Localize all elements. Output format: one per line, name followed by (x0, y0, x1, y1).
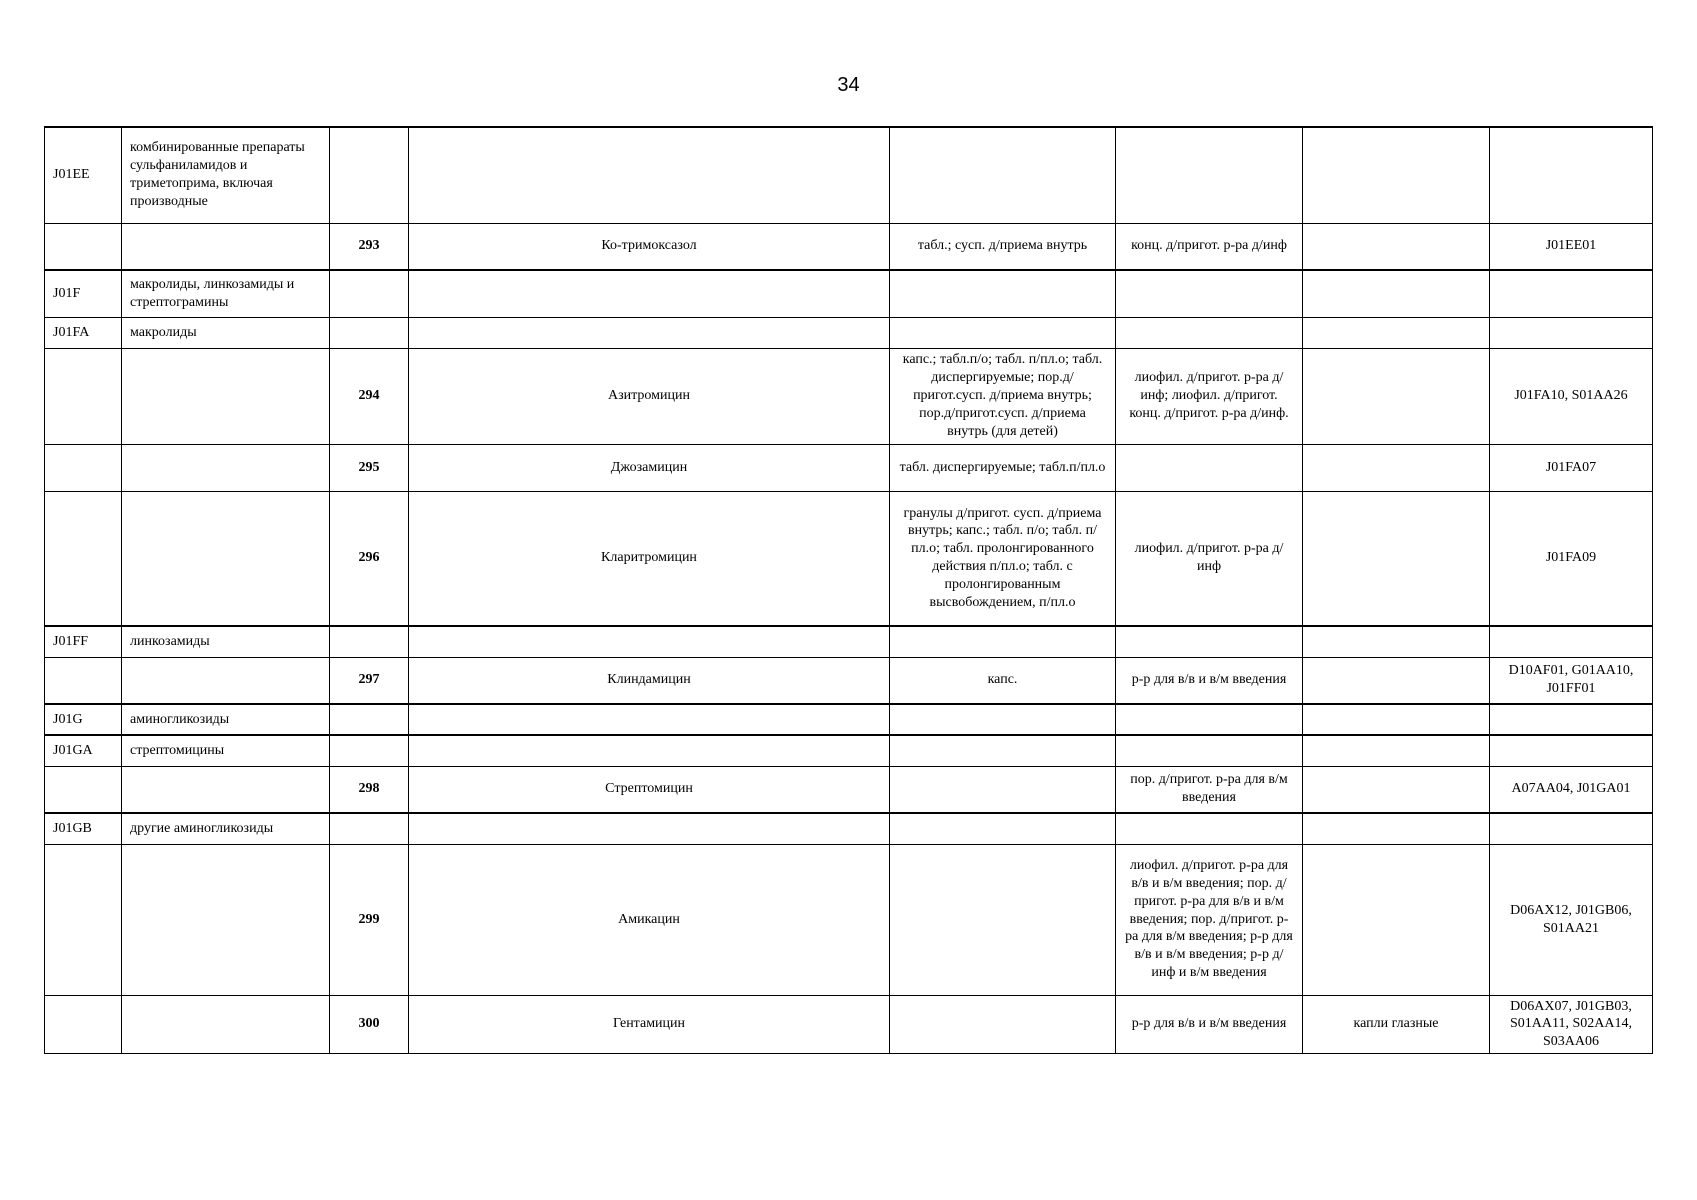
table-row (45, 766, 1653, 813)
dosage-forms-oral (890, 844, 1116, 995)
atc-group-description (122, 995, 330, 1054)
atc-codes (1490, 270, 1653, 317)
drug-number: 300 (330, 995, 409, 1054)
drug-name: Амикацин (409, 844, 890, 995)
drug-number (330, 813, 409, 844)
atc-codes: D06AX07, J01GB03, S01AA11, S02AA14, S03AA06 (1490, 995, 1653, 1054)
table-row (45, 657, 1653, 704)
drug-name (409, 704, 890, 735)
atc-group-description (122, 348, 330, 444)
atc-group-description: другие аминогликозиды (122, 813, 330, 844)
table-row (45, 626, 1653, 657)
atc-codes: J01FA09 (1490, 491, 1653, 626)
dosage-forms-injection (1116, 317, 1303, 348)
dosage-forms-oral (890, 995, 1116, 1054)
dosage-forms-injection (1116, 704, 1303, 735)
atc-codes: J01FA07 (1490, 444, 1653, 491)
dosage-forms-injection: р-р для в/в и в/м введения (1116, 995, 1303, 1054)
dosage-forms-other (1303, 127, 1490, 223)
drug-number: 296 (330, 491, 409, 626)
atc-group-description (122, 223, 330, 270)
dosage-forms-injection: пор. д/пригот. р-ра для в/м введения (1116, 766, 1303, 813)
table-row (45, 735, 1653, 766)
dosage-forms-other (1303, 270, 1490, 317)
drug-name: Азитромицин (409, 348, 890, 444)
dosage-forms-other (1303, 657, 1490, 704)
drug-number: 299 (330, 844, 409, 995)
drug-name (409, 735, 890, 766)
dosage-forms-injection: лиофил. д/пригот. р-ра д/инф; лиофил. д/пригот. конц. д/пригот. р-ра д/инф. (1116, 348, 1303, 444)
dosage-forms-oral (890, 704, 1116, 735)
atc-codes: J01FA10, S01AA26 (1490, 348, 1653, 444)
drug-number (330, 735, 409, 766)
dosage-forms-other (1303, 491, 1490, 626)
atc-codes (1490, 317, 1653, 348)
atc-group-description (122, 444, 330, 491)
dosage-forms-other (1303, 766, 1490, 813)
atc-group-code: J01G (45, 704, 122, 735)
atc-group-description: макролиды, линкозамиды и стрептограмины (122, 270, 330, 317)
drug-name (409, 270, 890, 317)
drug-name (409, 813, 890, 844)
atc-group-code: J01FA (45, 317, 122, 348)
table-row (45, 127, 1653, 223)
atc-group-description: макролиды (122, 317, 330, 348)
drug-name (409, 127, 890, 223)
dosage-forms-other (1303, 844, 1490, 995)
drug-number: 293 (330, 223, 409, 270)
atc-codes (1490, 626, 1653, 657)
drug-name: Клиндамицин (409, 657, 890, 704)
drug-name: Джозамицин (409, 444, 890, 491)
atc-group-code: J01FF (45, 626, 122, 657)
dosage-forms-oral (890, 317, 1116, 348)
dosage-forms-injection: р-р для в/в и в/м введения (1116, 657, 1303, 704)
atc-group-code: J01EE (45, 127, 122, 223)
table-row (45, 491, 1653, 626)
drug-table (44, 126, 1653, 1054)
atc-group-description (122, 491, 330, 626)
drug-number: 297 (330, 657, 409, 704)
atc-group-description: линкозамиды (122, 626, 330, 657)
dosage-forms-injection: лиофил. д/пригот. р-ра д/инф (1116, 491, 1303, 626)
dosage-forms-oral: табл. диспергируемые; табл.п/пл.о (890, 444, 1116, 491)
table-row (45, 995, 1653, 1054)
drug-name: Гентамицин (409, 995, 890, 1054)
atc-group-description (122, 844, 330, 995)
table-row (45, 813, 1653, 844)
dosage-forms-oral (890, 127, 1116, 223)
dosage-forms-injection (1116, 626, 1303, 657)
dosage-forms-injection (1116, 270, 1303, 317)
dosage-forms-other (1303, 813, 1490, 844)
dosage-forms-oral: табл.; сусп. д/приема внутрь (890, 223, 1116, 270)
atc-group-description: стрептомицины (122, 735, 330, 766)
dosage-forms-injection (1116, 127, 1303, 223)
dosage-forms-other: капли глазные (1303, 995, 1490, 1054)
page-number: 34 (837, 74, 860, 96)
atc-group-code (45, 657, 122, 704)
atc-codes (1490, 735, 1653, 766)
dosage-forms-injection (1116, 444, 1303, 491)
atc-group-code (45, 844, 122, 995)
atc-codes: D10AF01, G01AA10, J01FF01 (1490, 657, 1653, 704)
drug-number: 295 (330, 444, 409, 491)
atc-group-code (45, 766, 122, 813)
drug-name: Кларитромицин (409, 491, 890, 626)
atc-group-code (45, 223, 122, 270)
atc-group-code (45, 995, 122, 1054)
atc-group-code: J01F (45, 270, 122, 317)
atc-group-code (45, 491, 122, 626)
table-row (45, 444, 1653, 491)
atc-group-code (45, 348, 122, 444)
atc-group-code: J01GA (45, 735, 122, 766)
dosage-forms-injection: лиофил. д/пригот. р-ра для в/в и в/м введения; пор. д/пригот. р-ра для в/в и в/м введения; пор. д/пригот. р-ра для в/м введения; р-р для в/в и в/м введения; р-р д/инф и в/м введения (1116, 844, 1303, 995)
drug-name: Ко-тримоксазол (409, 223, 890, 270)
drug-number (330, 704, 409, 735)
drug-number (330, 127, 409, 223)
dosage-forms-oral: капс.; табл.п/о; табл. п/пл.о; табл. диспергируемые; пор.д/пригот.сусп. д/приема внутрь; пор.д/пригот.сусп. д/приема внутрь (для детей) (890, 348, 1116, 444)
dosage-forms-oral (890, 626, 1116, 657)
atc-codes (1490, 704, 1653, 735)
atc-codes: A07AA04, J01GA01 (1490, 766, 1653, 813)
dosage-forms-other (1303, 444, 1490, 491)
dosage-forms-oral: гранулы д/пригот. сусп. д/приема внутрь; капс.; табл. п/о; табл. п/пл.о; табл. пролонгированного действия п/пл.о; табл. с пролонгированным высвобождением, п/пл.о (890, 491, 1116, 626)
drug-name: Стрептомицин (409, 766, 890, 813)
table-row (45, 270, 1653, 317)
drug-number: 298 (330, 766, 409, 813)
dosage-forms-oral (890, 766, 1116, 813)
atc-group-code: J01GB (45, 813, 122, 844)
atc-codes (1490, 813, 1653, 844)
dosage-forms-oral (890, 735, 1116, 766)
table-row (45, 348, 1653, 444)
atc-group-description: комбинированные препараты сульфаниламидов и триметоприма, включая производные (122, 127, 330, 223)
drug-number (330, 317, 409, 348)
dosage-forms-oral: капс. (890, 657, 1116, 704)
drug-name (409, 317, 890, 348)
atc-group-code (45, 444, 122, 491)
dosage-forms-injection (1116, 735, 1303, 766)
dosage-forms-injection: конц. д/пригот. р-ра д/инф (1116, 223, 1303, 270)
dosage-forms-other (1303, 626, 1490, 657)
table-row (45, 844, 1653, 995)
dosage-forms-injection (1116, 813, 1303, 844)
dosage-forms-other (1303, 317, 1490, 348)
drug-number: 294 (330, 348, 409, 444)
drug-name (409, 626, 890, 657)
table-row (45, 704, 1653, 735)
dosage-forms-other (1303, 735, 1490, 766)
dosage-forms-other (1303, 348, 1490, 444)
dosage-forms-oral (890, 270, 1116, 317)
atc-group-description: аминогликозиды (122, 704, 330, 735)
dosage-forms-other (1303, 223, 1490, 270)
dosage-forms-oral (890, 813, 1116, 844)
atc-codes (1490, 127, 1653, 223)
drug-number (330, 270, 409, 317)
atc-group-description (122, 766, 330, 813)
atc-codes: J01EE01 (1490, 223, 1653, 270)
atc-codes: D06AX12, J01GB06, S01AA21 (1490, 844, 1653, 995)
atc-group-description (122, 657, 330, 704)
table-row (45, 317, 1653, 348)
drug-number (330, 626, 409, 657)
dosage-forms-other (1303, 704, 1490, 735)
table-row (45, 223, 1653, 270)
